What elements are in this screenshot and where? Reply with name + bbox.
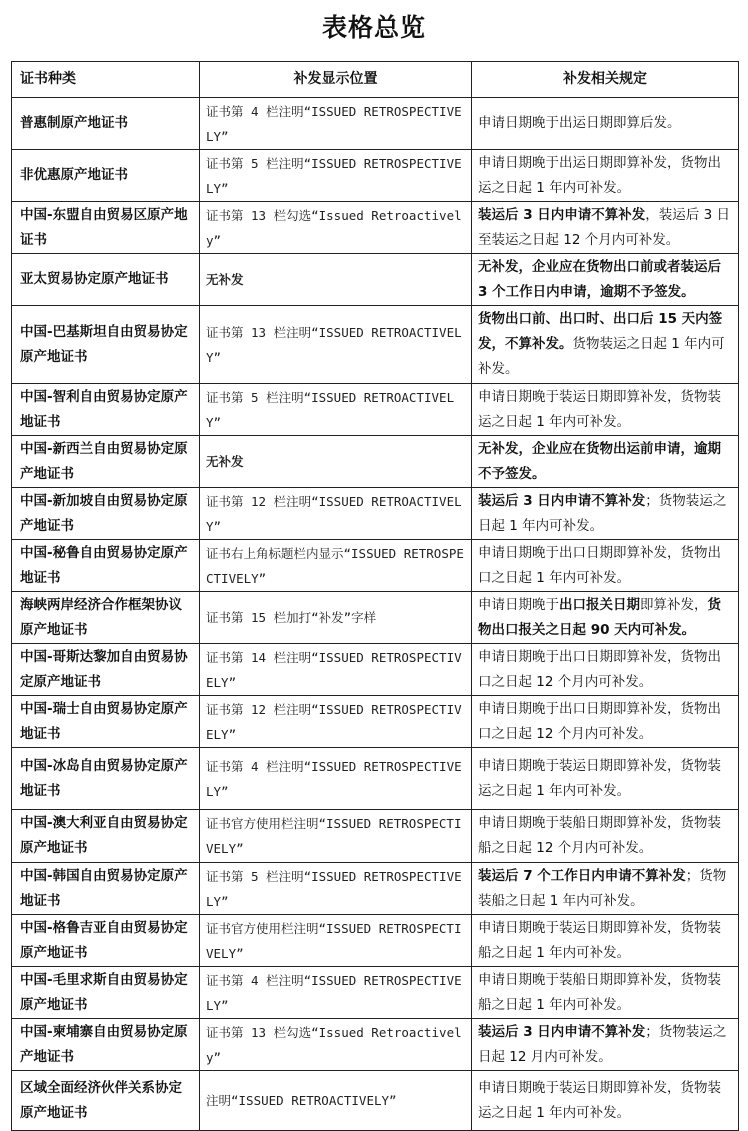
rule-text-bold: 无补发，企业应在货物出口前或者装运后 3 个工作日内申请，逾期不予签发。 bbox=[478, 258, 721, 300]
table-row bbox=[12, 592, 739, 644]
reissue-rule-cell bbox=[472, 306, 739, 384]
rule-text-bold: 货物出口报关之日起 90 天内可补发。 bbox=[478, 596, 721, 638]
table-body bbox=[12, 98, 739, 1131]
rule-text: ；货物装运之日起 12 月内可补发。 bbox=[478, 1023, 727, 1065]
rule-text: 申请日期晚于出运日期即算补发，货物出运之日起 1 年内可补发。 bbox=[478, 154, 721, 196]
rule-text: 申请日期晚于装船日期即算补发，货物装船之日起 1 年内可补发。 bbox=[478, 971, 721, 1013]
certificate-type-cell: 中国-新加坡自由贸易协定原产地证书 bbox=[12, 488, 200, 540]
reissue-rule-cell bbox=[472, 748, 739, 810]
certificate-type-cell: 中国-冰岛自由贸易协定原产地证书 bbox=[12, 748, 200, 810]
certificate-type-cell: 中国-哥斯达黎加自由贸易协定原产地证书 bbox=[12, 644, 200, 696]
header-reissue-position: 补发显示位置 bbox=[200, 62, 472, 98]
certificate-type-cell: 中国-格鲁吉亚自由贸易协定原产地证书 bbox=[12, 915, 200, 967]
table-row bbox=[12, 915, 739, 967]
rule-text: 货物装运之日起 1 年内可补发。 bbox=[478, 336, 725, 377]
reissue-position-cell: 证书第 4 栏注明“ISSUED RETROSPECTIVELY” bbox=[200, 967, 472, 1019]
reissue-rule-cell bbox=[472, 592, 739, 644]
reissue-rule-cell bbox=[472, 863, 739, 915]
certificate-type-cell: 非优惠原产地证书 bbox=[12, 150, 200, 202]
rule-text: ；货物装运之日起 1 年内可补发。 bbox=[478, 492, 727, 534]
reissue-position-cell: 证书第 13 栏注明“ISSUED RETROACTIVELY” bbox=[200, 306, 472, 384]
reissue-position-cell: 证书第 12 栏注明“ISSUED RETROSPECTIVELY” bbox=[200, 696, 472, 748]
table-row bbox=[12, 1071, 739, 1131]
table-row bbox=[12, 644, 739, 696]
rule-text-bold: 装运后 3 日内申请不算补发 bbox=[478, 206, 646, 223]
certificate-type-cell: 中国-澳大利亚自由贸易协定原产地证书 bbox=[12, 810, 200, 863]
reissue-rule-cell bbox=[472, 810, 739, 863]
header-certificate-type: 证书种类 bbox=[12, 62, 200, 98]
reissue-rule-cell bbox=[472, 1019, 739, 1071]
table-row bbox=[12, 696, 739, 748]
rule-text-bold: 货物出口前、出口时、出口后 15 天内签发，不算补发。 bbox=[478, 311, 723, 352]
reissue-position-cell: 证书第 14 栏注明“ISSUED RETROSPECTIVELY” bbox=[200, 644, 472, 696]
reissue-rule-cell bbox=[472, 150, 739, 202]
rule-text: 申请日期晚于 bbox=[478, 596, 559, 613]
rule-text: 申请日期晚于装运日期即算补发，货物装运之日起 1 年内可补发。 bbox=[478, 757, 721, 799]
rule-text-bold: 装运后 7 个工作日内申请不算补发 bbox=[478, 867, 686, 884]
rule-text-bold: 出口报关日期 bbox=[559, 596, 640, 613]
reissue-position-cell: 证书第 13 栏勾选“Issued Retroactively” bbox=[200, 202, 472, 254]
certificate-type-cell: 中国-智利自由贸易协定原产地证书 bbox=[12, 384, 200, 436]
rule-text: 即算补发， bbox=[640, 596, 708, 613]
rule-text: 申请日期晚于装运日期即算补发，货物装运之日起 1 年内可补发。 bbox=[478, 388, 721, 430]
certificate-table bbox=[11, 61, 739, 1131]
table-row bbox=[12, 810, 739, 863]
table-row bbox=[12, 488, 739, 540]
rule-text: 申请日期晚于出口日期即算补发，货物出口之日起 1 年内可补发。 bbox=[478, 544, 721, 586]
reissue-rule-cell bbox=[472, 915, 739, 967]
reissue-rule-cell bbox=[472, 254, 739, 306]
table-row bbox=[12, 748, 739, 810]
table-row bbox=[12, 540, 739, 592]
rule-text-bold: 装运后 3 日内申请不算补发 bbox=[478, 1023, 646, 1040]
table-header-row bbox=[12, 62, 739, 98]
certificate-type-cell: 区域全面经济伙伴关系协定原产地证书 bbox=[12, 1071, 200, 1131]
certificate-type-cell: 中国-柬埔寨自由贸易协定原产地证书 bbox=[12, 1019, 200, 1071]
reissue-rule-cell bbox=[472, 967, 739, 1019]
reissue-position-cell: 证书第 4 栏注明“ISSUED RETROSPECTIVELY” bbox=[200, 748, 472, 810]
table-row bbox=[12, 384, 739, 436]
header-reissue-rules: 补发相关规定 bbox=[472, 62, 739, 98]
reissue-position-cell: 证书第 5 栏注明“ISSUED RETROSPECTIVELY” bbox=[200, 863, 472, 915]
reissue-rule-cell bbox=[472, 436, 739, 488]
reissue-position-cell: 无补发 bbox=[200, 436, 472, 488]
reissue-position-cell: 证书第 15 栏加打“补发”字样 bbox=[200, 592, 472, 644]
reissue-rule-cell bbox=[472, 98, 739, 150]
certificate-type-cell: 中国-瑞士自由贸易协定原产地证书 bbox=[12, 696, 200, 748]
certificate-type-cell: 中国-韩国自由贸易协定原产地证书 bbox=[12, 863, 200, 915]
table-row bbox=[12, 254, 739, 306]
rule-text: ；货物装船之日起 1 年内可补发。 bbox=[478, 867, 727, 909]
certificate-type-cell: 中国-秘鲁自由贸易协定原产地证书 bbox=[12, 540, 200, 592]
table-row bbox=[12, 306, 739, 384]
rule-text: 申请日期晚于出口日期即算补发，货物出口之日起 12 个月内可补发。 bbox=[478, 648, 721, 690]
certificate-type-cell: 中国-毛里求斯自由贸易协定原产地证书 bbox=[12, 967, 200, 1019]
certificate-type-cell: 普惠制原产地证书 bbox=[12, 98, 200, 150]
reissue-position-cell: 注明“ISSUED RETROACTIVELY” bbox=[200, 1071, 472, 1131]
table-row bbox=[12, 98, 739, 150]
reissue-rule-cell bbox=[472, 644, 739, 696]
rule-text: 申请日期晚于出口日期即算补发，货物出口之日起 12 个月内可补发。 bbox=[478, 700, 721, 742]
reissue-position-cell: 证书第 5 栏注明“ISSUED RETROSPECTIVELY” bbox=[200, 150, 472, 202]
reissue-rule-cell bbox=[472, 488, 739, 540]
certificate-type-cell: 中国-巴基斯坦自由贸易协定原产地证书 bbox=[12, 306, 200, 384]
reissue-position-cell: 无补发 bbox=[200, 254, 472, 306]
reissue-rule-cell bbox=[472, 696, 739, 748]
table-row bbox=[12, 150, 739, 202]
rule-text-bold: 装运后 3 日内申请不算补发 bbox=[478, 492, 646, 509]
table-row bbox=[12, 863, 739, 915]
rule-text: 申请日期晚于装运日期即算补发，货物装船之日起 1 年内可补发。 bbox=[478, 919, 721, 961]
reissue-rule-cell bbox=[472, 384, 739, 436]
reissue-position-cell: 证书第 12 栏注明“ISSUED RETROACTIVELY” bbox=[200, 488, 472, 540]
rule-text: 申请日期晚于装运日期即算补发，货物装运之日起 1 年内可补发。 bbox=[478, 1079, 721, 1121]
table-row bbox=[12, 202, 739, 254]
reissue-position-cell: 证书官方使用栏注明“ISSUED RETROSPECTIVELY” bbox=[200, 915, 472, 967]
reissue-position-cell: 证书第 4 栏注明“ISSUED RETROSPECTIVELY” bbox=[200, 98, 472, 150]
page-title: 表格总览 bbox=[321, 13, 426, 42]
reissue-rule-cell bbox=[472, 1071, 739, 1131]
table-row bbox=[12, 1019, 739, 1071]
reissue-position-cell: 证书第 13 栏勾选“Issued Retroactively” bbox=[200, 1019, 472, 1071]
reissue-rule-cell bbox=[472, 202, 739, 254]
rule-text-bold: 无补发，企业应在货物出运前申请，逾期不予签发。 bbox=[478, 440, 721, 482]
certificate-type-cell: 海峡两岸经济合作框架协议原产地证书 bbox=[12, 592, 200, 644]
table-row bbox=[12, 967, 739, 1019]
reissue-position-cell: 证书右上角标题栏内显示“ISSUED RETROSPECTIVELY” bbox=[200, 540, 472, 592]
reissue-rule-cell bbox=[472, 540, 739, 592]
rule-text: 申请日期晚于装船日期即算补发，货物装船之日起 12 个月内可补发。 bbox=[478, 815, 721, 856]
certificate-type-cell: 中国-东盟自由贸易区原产地证书 bbox=[12, 202, 200, 254]
rule-text: 申请日期晚于出运日期即算后发。 bbox=[478, 115, 681, 131]
certificate-type-cell: 亚太贸易协定原产地证书 bbox=[12, 254, 200, 306]
reissue-position-cell: 证书第 5 栏注明“ISSUED RETROACTIVELY” bbox=[200, 384, 472, 436]
certificate-type-cell: 中国-新西兰自由贸易协定原产地证书 bbox=[12, 436, 200, 488]
table-row bbox=[12, 436, 739, 488]
reissue-position-cell: 证书官方使用栏注明“ISSUED RETROSPECTIVELY” bbox=[200, 810, 472, 863]
rule-text: ，装运后 3 日至装运之日起 12 个月内可补发。 bbox=[478, 206, 730, 248]
